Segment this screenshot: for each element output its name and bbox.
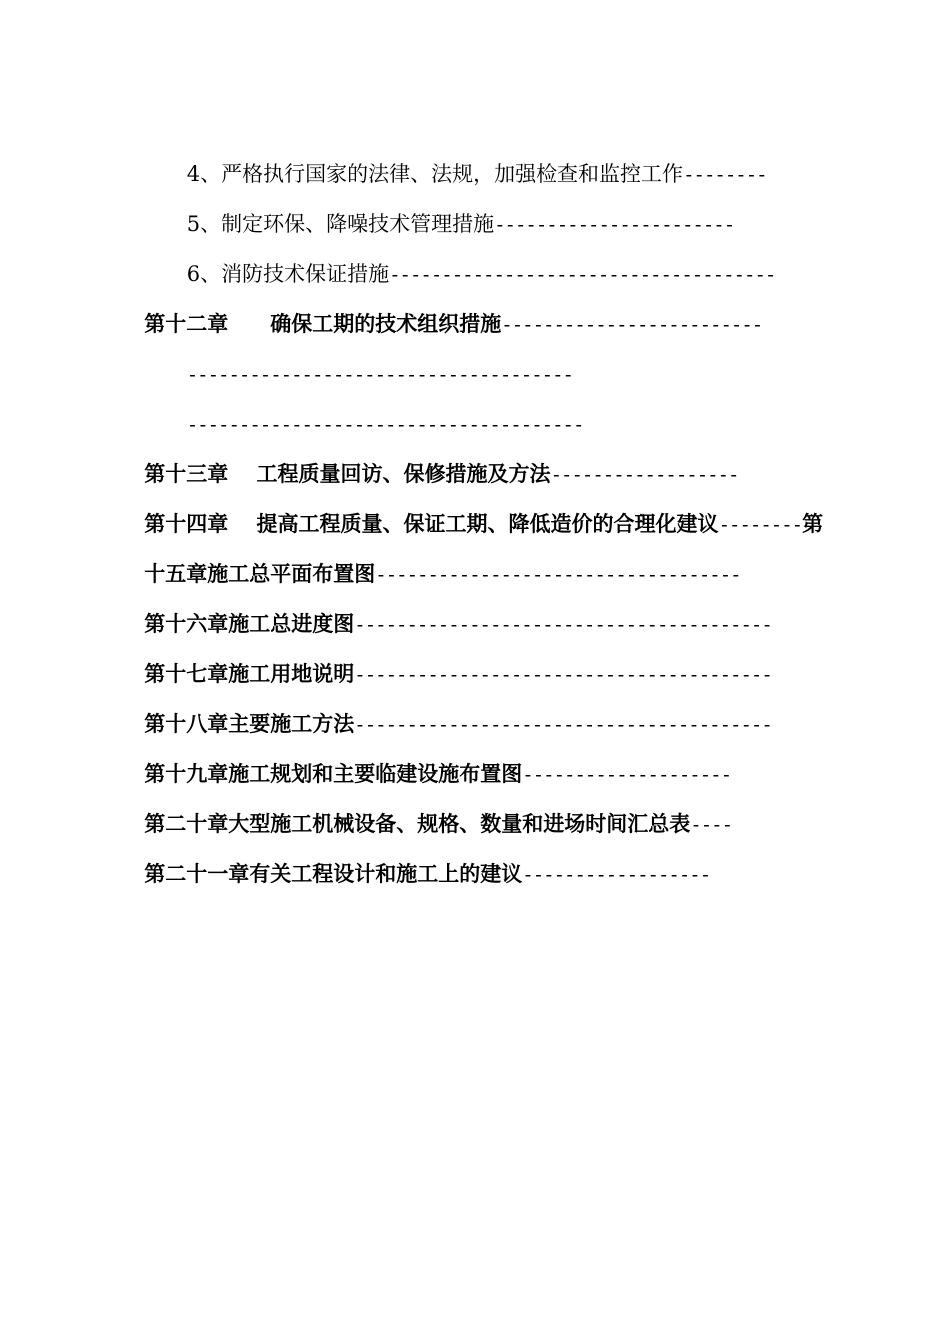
toc-entry-title: 第十四章 提高工程质量、保证工期、降低造价的合理化建议 <box>144 511 719 536</box>
toc-leader: -------- <box>683 164 767 186</box>
toc-leader: ---------------------------------------- <box>354 614 772 636</box>
toc-leader: ---------------------------------------- <box>354 664 772 686</box>
toc-leader: ------------------------------------- <box>389 264 776 286</box>
toc-entry-title: 第十六章施工总进度图 <box>144 611 355 636</box>
toc-leader: ---------------------------------------- <box>354 714 772 736</box>
toc-entry-title: 第十七章施工用地说明 <box>144 661 355 686</box>
toc-wrapped-prefix: 第 <box>802 511 824 536</box>
toc-leader: ------------------------------------- <box>186 364 573 386</box>
toc-leader: ------------------------- <box>501 314 763 336</box>
toc-chapter-21[interactable] <box>115 832 710 917</box>
toc-entry-title: 第十二章 确保工期的技术组织措施 <box>144 311 502 336</box>
toc-entry-title: 第二十一章有关工程设计和施工上的建议 <box>144 861 523 886</box>
toc-leader: -------------------------------------- <box>186 414 584 436</box>
toc-entry-title: 第十八章主要施工方法 <box>144 711 355 736</box>
toc-entry-title: 第十三章 工程质量回访、保修措施及方法 <box>144 461 551 486</box>
toc-entry-title: 6、消防技术保证措施 <box>186 262 390 286</box>
toc-entry-title: 十五章施工总平面布置图 <box>144 561 376 586</box>
toc-leader: ------------------ <box>522 864 711 886</box>
toc-entry-title: 4、严格执行国家的法律、法规，加强检查和监控工作 <box>186 162 684 186</box>
toc-leader: ------------------ <box>550 464 739 486</box>
toc-entry-title: 第二十章大型施工机械设备、规格、数量和进场时间汇总表 <box>144 811 691 836</box>
toc-leader: ----------------------- <box>494 214 735 236</box>
toc-leader: ----------------------------------- <box>375 564 741 586</box>
toc-entry-title: 5、制定环保、降噪技术管理措施 <box>186 212 495 236</box>
toc-leader: -------------------- <box>522 764 732 786</box>
toc-leader: -------- <box>718 514 803 536</box>
toc-leader: ---- <box>690 814 733 836</box>
toc-entry-title: 第十九章施工规划和主要临建设施布置图 <box>144 761 523 786</box>
